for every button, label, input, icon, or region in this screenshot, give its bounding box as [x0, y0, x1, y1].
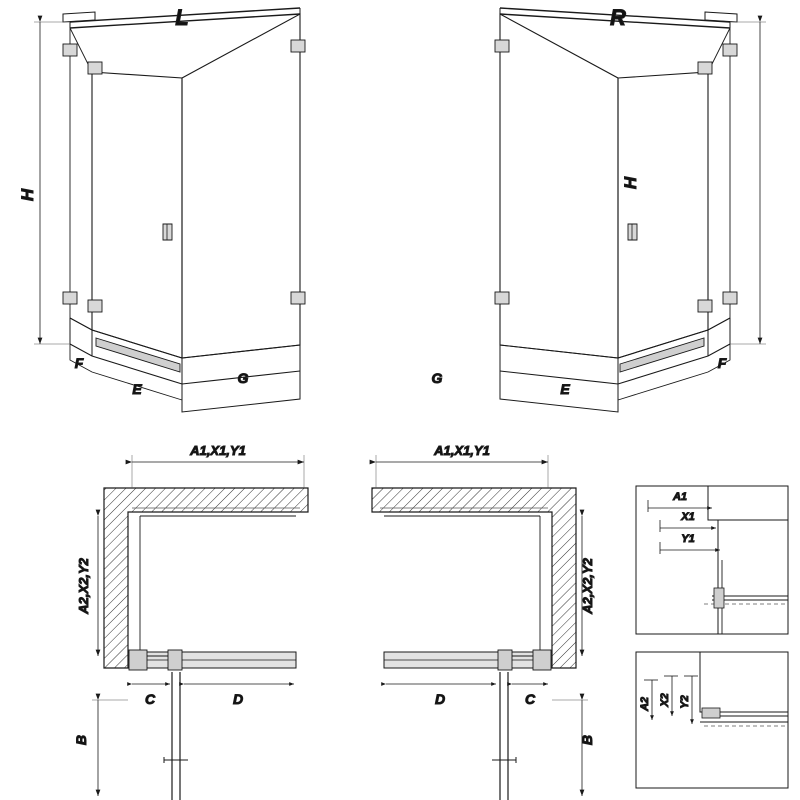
detail-bottom-label-Y2: Y2	[679, 695, 691, 709]
iso-left-label-F: F	[74, 355, 84, 371]
iso-right-label-F: F	[717, 355, 727, 371]
plan-left-label-B: B	[73, 734, 89, 746]
iso-right-label-E: E	[560, 381, 570, 397]
iso-left-title: L	[175, 5, 189, 30]
iso-left-label-G: G	[237, 370, 249, 386]
detail-bottom-label-X2: X2	[659, 693, 671, 707]
plan-left-label-C: C	[144, 691, 156, 707]
iso-view-right	[432, 5, 766, 412]
detail-top-label-X1: X1	[681, 511, 695, 523]
detail-top-label-Y1: Y1	[681, 533, 695, 545]
detail-top-label-A1: A1	[672, 491, 688, 503]
iso-left-label-H: H	[18, 188, 37, 202]
plan-right-top-dimension: A1,X1,Y1	[434, 443, 490, 458]
iso-left-label-E: E	[132, 381, 142, 397]
plan-left-side-dimension: A2,X2,Y2	[76, 558, 91, 614]
plan-view-left	[73, 443, 308, 800]
plan-left-top-dimension: A1,X1,Y1	[190, 443, 246, 458]
plan-right-label-B: B	[579, 734, 595, 746]
plan-left-label-D: D	[232, 691, 244, 707]
plan-right-label-C: C	[524, 691, 536, 707]
detail-view-bottom	[636, 652, 788, 788]
plan-right-side-dimension: A2,X2,Y2	[580, 558, 595, 614]
plan-view-right	[372, 443, 595, 800]
detail-view-top	[636, 486, 788, 634]
iso-right-label-H: H	[621, 176, 640, 190]
iso-view-left	[18, 5, 305, 412]
detail-bottom-label-A2: A2	[639, 696, 651, 712]
plan-right-label-D: D	[434, 691, 446, 707]
iso-right-label-G: G	[431, 370, 443, 386]
iso-right-title: R	[610, 5, 626, 30]
